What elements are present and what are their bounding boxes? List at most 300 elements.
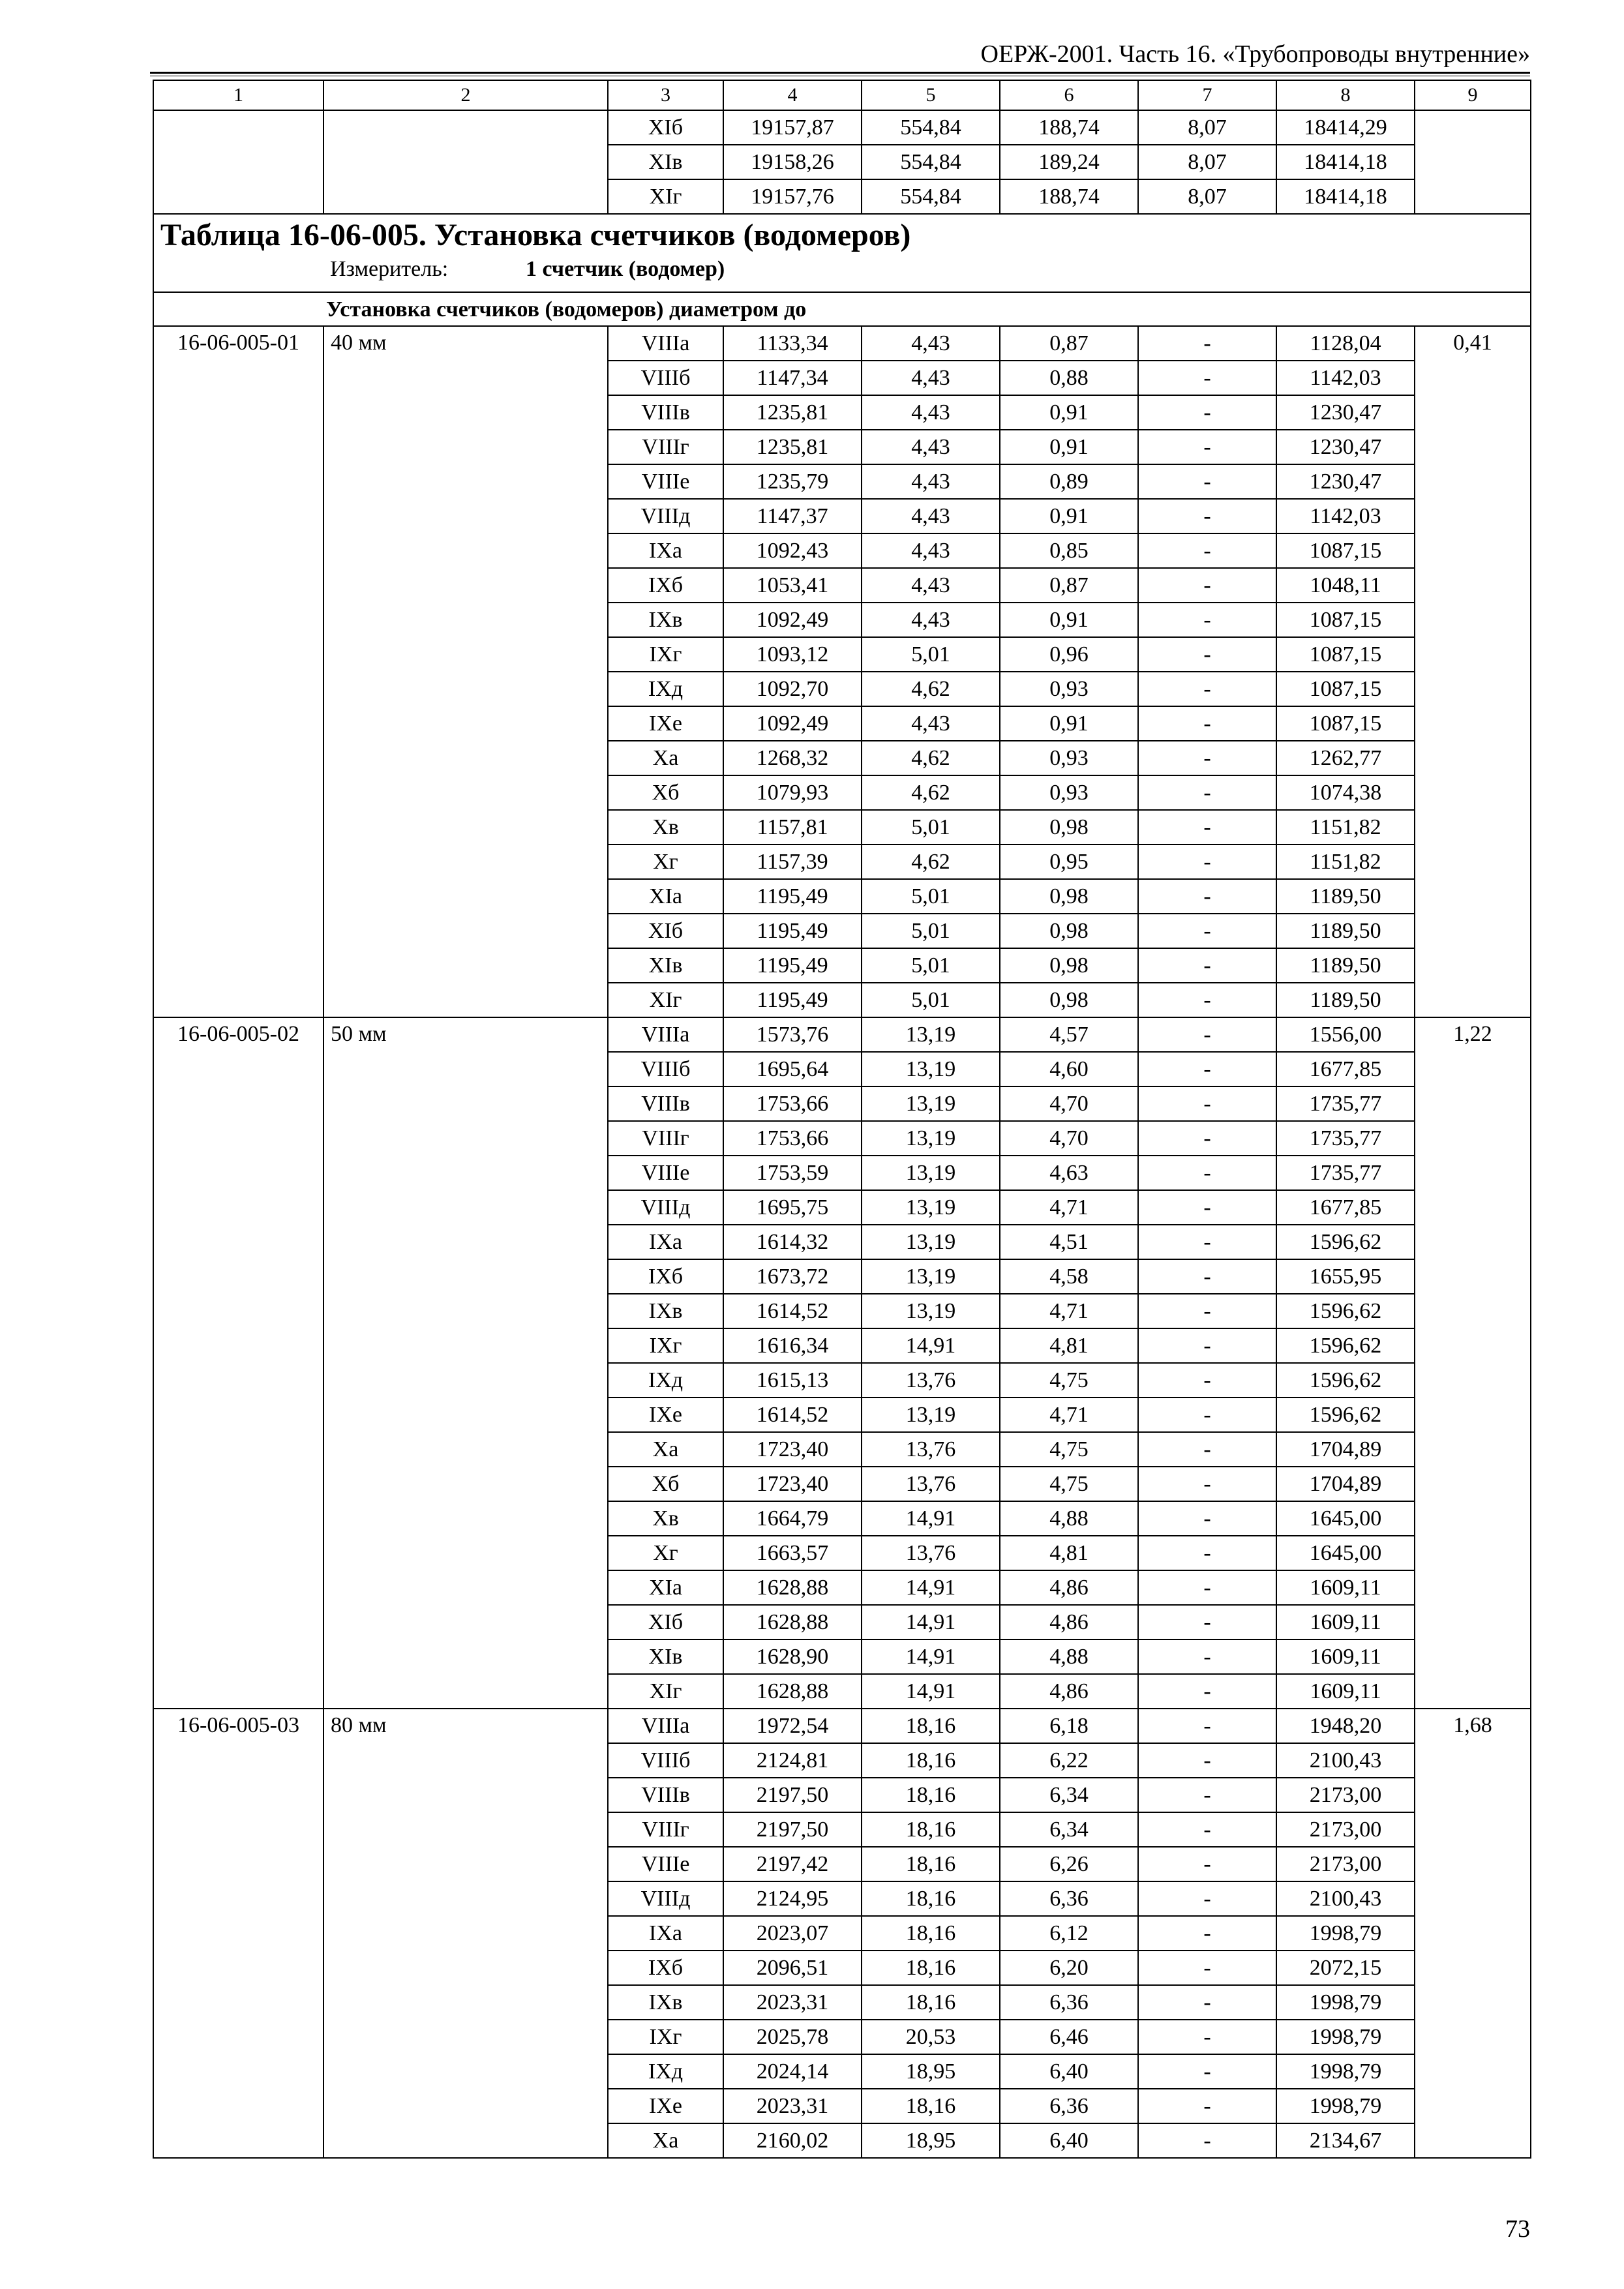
value-cell: 4,60 <box>1000 1052 1138 1086</box>
value-cell: - <box>1138 948 1276 983</box>
region-cell: IXв <box>608 1985 723 2020</box>
value-cell: 4,62 <box>862 672 1000 706</box>
value-cell: - <box>1138 879 1276 914</box>
value-cell: - <box>1138 2089 1276 2123</box>
region-cell: XIб <box>608 914 723 948</box>
value-cell: - <box>1138 1674 1276 1709</box>
value-cell: 0,85 <box>1000 533 1138 568</box>
table-title-cell <box>153 214 1531 292</box>
region-cell: IXб <box>608 1259 723 1294</box>
item-col9: 1,22 <box>1415 1017 1531 1709</box>
value-cell: 5,01 <box>862 810 1000 845</box>
region-cell: IXд <box>608 1363 723 1398</box>
region-cell: VIIIа <box>608 1709 723 1743</box>
value-cell: 4,43 <box>862 568 1000 603</box>
value-cell: 4,43 <box>862 326 1000 361</box>
region-cell: IXг <box>608 2020 723 2054</box>
value-cell: 2024,14 <box>723 2054 862 2089</box>
value-cell: 1230,47 <box>1276 395 1415 430</box>
value-cell: - <box>1138 1951 1276 1985</box>
value-cell: 1151,82 <box>1276 845 1415 879</box>
value-cell: 2096,51 <box>723 1951 862 1985</box>
empty-cell <box>153 110 323 214</box>
value-cell: 1189,50 <box>1276 914 1415 948</box>
value-cell: 20,53 <box>862 2020 1000 2054</box>
value-cell: - <box>1138 1812 1276 1847</box>
region-cell: IXа <box>608 1916 723 1951</box>
table-row <box>153 110 1531 145</box>
region-cell: VIIIе <box>608 464 723 499</box>
value-cell: - <box>1138 741 1276 775</box>
value-cell: 0,91 <box>1000 499 1138 533</box>
value-cell: - <box>1138 1121 1276 1156</box>
region-cell: XIб <box>608 1605 723 1639</box>
value-cell: 13,19 <box>862 1225 1000 1259</box>
value-cell: 0,93 <box>1000 672 1138 706</box>
value-cell: 1092,70 <box>723 672 862 706</box>
measure-label: Измеритель: <box>330 257 449 281</box>
region-cell: IXв <box>608 1294 723 1328</box>
value-cell: - <box>1138 361 1276 395</box>
item-code: 16-06-005-02 <box>153 1017 323 1709</box>
value-cell: 1628,88 <box>723 1674 862 1709</box>
item-col9: 0,41 <box>1415 326 1531 1017</box>
item-diameter: 50 мм <box>323 1017 608 1709</box>
value-cell: 1235,79 <box>723 464 862 499</box>
value-cell: 8,07 <box>1138 110 1276 145</box>
region-cell: VIIIд <box>608 499 723 533</box>
value-cell: - <box>1138 1398 1276 1432</box>
value-cell: - <box>1138 533 1276 568</box>
value-cell: 18,16 <box>862 1881 1000 1916</box>
value-cell: 4,81 <box>1000 1536 1138 1570</box>
value-cell: 1128,04 <box>1276 326 1415 361</box>
value-cell: - <box>1138 1536 1276 1570</box>
region-cell: Xг <box>608 1536 723 1570</box>
value-cell: 6,34 <box>1000 1812 1138 1847</box>
table-row <box>153 326 1531 361</box>
value-cell: 1230,47 <box>1276 464 1415 499</box>
value-cell: 6,18 <box>1000 1709 1138 1743</box>
region-cell: Xб <box>608 1467 723 1501</box>
value-cell: 4,88 <box>1000 1639 1138 1674</box>
region-cell: VIIIб <box>608 1052 723 1086</box>
value-cell: 13,76 <box>862 1467 1000 1501</box>
value-cell: 1151,82 <box>1276 810 1415 845</box>
value-cell: 1695,75 <box>723 1190 862 1225</box>
region-cell: Xв <box>608 810 723 845</box>
table-subtitle-row <box>153 292 1531 326</box>
value-cell: 4,71 <box>1000 1398 1138 1432</box>
region-cell: XIв <box>608 948 723 983</box>
value-cell: 1998,79 <box>1276 2089 1415 2123</box>
value-cell: - <box>1138 1605 1276 1639</box>
region-cell: XIг <box>608 1674 723 1709</box>
value-cell: 19158,26 <box>723 145 862 179</box>
value-cell: 4,86 <box>1000 1605 1138 1639</box>
value-cell: 18414,18 <box>1276 145 1415 179</box>
value-cell: 1092,49 <box>723 603 862 637</box>
value-cell: 14,91 <box>862 1674 1000 1709</box>
value-cell: 1735,77 <box>1276 1121 1415 1156</box>
value-cell: 1157,39 <box>723 845 862 879</box>
value-cell: 1609,11 <box>1276 1570 1415 1605</box>
value-cell: 554,84 <box>862 179 1000 214</box>
col-number: 8 <box>1276 80 1415 110</box>
value-cell: 1695,64 <box>723 1052 862 1086</box>
value-cell: 2100,43 <box>1276 1743 1415 1778</box>
value-cell: 1195,49 <box>723 948 862 983</box>
region-cell: IXг <box>608 1328 723 1363</box>
value-cell: - <box>1138 1639 1276 1674</box>
value-cell: 13,19 <box>862 1398 1000 1432</box>
value-cell: - <box>1138 1052 1276 1086</box>
value-cell: 1655,95 <box>1276 1259 1415 1294</box>
region-cell: VIIIв <box>608 395 723 430</box>
value-cell: 1673,72 <box>723 1259 862 1294</box>
value-cell: 18,16 <box>862 1778 1000 1812</box>
region-cell: VIIIв <box>608 1086 723 1121</box>
value-cell: - <box>1138 464 1276 499</box>
value-cell: 554,84 <box>862 110 1000 145</box>
value-cell: 1628,90 <box>723 1639 862 1674</box>
region-cell: XIа <box>608 1570 723 1605</box>
value-cell: 5,01 <box>862 637 1000 672</box>
value-cell: - <box>1138 1225 1276 1259</box>
value-cell: 5,01 <box>862 879 1000 914</box>
value-cell: 1628,88 <box>723 1570 862 1605</box>
value-cell: 4,43 <box>862 395 1000 430</box>
value-cell: 8,07 <box>1138 145 1276 179</box>
col-number: 3 <box>608 80 723 110</box>
region-cell: IXа <box>608 533 723 568</box>
value-cell: - <box>1138 1086 1276 1121</box>
value-cell: 1092,49 <box>723 706 862 741</box>
value-cell: 0,87 <box>1000 568 1138 603</box>
value-cell: 2025,78 <box>723 2020 862 2054</box>
value-cell: 4,70 <box>1000 1086 1138 1121</box>
value-cell: - <box>1138 637 1276 672</box>
value-cell: - <box>1138 1743 1276 1778</box>
value-cell: 4,43 <box>862 499 1000 533</box>
value-cell: 13,19 <box>862 1017 1000 1052</box>
region-cell: IXв <box>608 603 723 637</box>
value-cell: 2134,67 <box>1276 2123 1415 2158</box>
value-cell: 2160,02 <box>723 2123 862 2158</box>
value-cell: 14,91 <box>862 1501 1000 1536</box>
value-cell: 1189,50 <box>1276 948 1415 983</box>
value-cell: 1087,15 <box>1276 706 1415 741</box>
value-cell: - <box>1138 1778 1276 1812</box>
value-cell: 0,93 <box>1000 775 1138 810</box>
page-number: 73 <box>1505 2215 1530 2243</box>
value-cell: - <box>1138 706 1276 741</box>
value-cell: 0,98 <box>1000 914 1138 948</box>
region-cell: XIг <box>608 983 723 1017</box>
value-cell: 4,63 <box>1000 1156 1138 1190</box>
value-cell: 4,86 <box>1000 1570 1138 1605</box>
item-code: 16-06-005-01 <box>153 326 323 1017</box>
value-cell: 1596,62 <box>1276 1294 1415 1328</box>
value-cell: 2100,43 <box>1276 1881 1415 1916</box>
value-cell: 1614,32 <box>723 1225 862 1259</box>
empty-cell <box>1415 110 1531 214</box>
region-cell: VIIIб <box>608 361 723 395</box>
value-cell: - <box>1138 1467 1276 1501</box>
value-cell: 6,12 <box>1000 1916 1138 1951</box>
value-cell: 1235,81 <box>723 395 862 430</box>
value-cell: 18,16 <box>862 2089 1000 2123</box>
value-cell: - <box>1138 1328 1276 1363</box>
value-cell: 0,93 <box>1000 741 1138 775</box>
value-cell: 1735,77 <box>1276 1156 1415 1190</box>
value-cell: 1723,40 <box>723 1467 862 1501</box>
value-cell: 1596,62 <box>1276 1225 1415 1259</box>
value-cell: 0,98 <box>1000 948 1138 983</box>
value-cell: - <box>1138 430 1276 464</box>
value-cell: - <box>1138 2020 1276 2054</box>
value-cell: 1147,34 <box>723 361 862 395</box>
region-cell: XIб <box>608 110 723 145</box>
value-cell: 13,19 <box>862 1052 1000 1086</box>
value-cell: 0,98 <box>1000 879 1138 914</box>
value-cell: 1645,00 <box>1276 1501 1415 1536</box>
region-cell: VIIIд <box>608 1190 723 1225</box>
value-cell: 1074,38 <box>1276 775 1415 810</box>
value-cell: 1998,79 <box>1276 2020 1415 2054</box>
value-cell: 2072,15 <box>1276 1951 1415 1985</box>
value-cell: 18,95 <box>862 2054 1000 2089</box>
value-cell: - <box>1138 1017 1276 1052</box>
region-cell: VIIIг <box>608 1121 723 1156</box>
value-cell: 13,76 <box>862 1536 1000 1570</box>
value-cell: 2124,81 <box>723 1743 862 1778</box>
value-cell: 1596,62 <box>1276 1328 1415 1363</box>
value-cell: 1142,03 <box>1276 499 1415 533</box>
value-cell: 18,16 <box>862 1985 1000 2020</box>
region-cell: VIIIа <box>608 326 723 361</box>
value-cell: 18,16 <box>862 1812 1000 1847</box>
region-cell: VIIIг <box>608 430 723 464</box>
value-cell: 0,88 <box>1000 361 1138 395</box>
col-number: 4 <box>723 80 862 110</box>
value-cell: 1053,41 <box>723 568 862 603</box>
region-cell: Xг <box>608 845 723 879</box>
value-cell: 4,43 <box>862 464 1000 499</box>
value-cell: 1092,43 <box>723 533 862 568</box>
col-number: 5 <box>862 80 1000 110</box>
value-cell: - <box>1138 1985 1276 2020</box>
running-header: ОЕРЖ-2001. Часть 16. «Трубопроводы внутренние» <box>980 40 1530 68</box>
value-cell: 1753,66 <box>723 1121 862 1156</box>
value-cell: 4,86 <box>1000 1674 1138 1709</box>
value-cell: 14,91 <box>862 1570 1000 1605</box>
value-cell: 1609,11 <box>1276 1639 1415 1674</box>
value-cell: 4,71 <box>1000 1190 1138 1225</box>
region-cell: IXд <box>608 672 723 706</box>
region-cell: VIIIа <box>608 1017 723 1052</box>
value-cell: 1189,50 <box>1276 879 1415 914</box>
value-cell: - <box>1138 983 1276 1017</box>
region-cell: IXе <box>608 1398 723 1432</box>
value-cell: 18,16 <box>862 1847 1000 1881</box>
value-cell: - <box>1138 603 1276 637</box>
value-cell: 0,98 <box>1000 810 1138 845</box>
region-cell: XIа <box>608 879 723 914</box>
value-cell: 19157,76 <box>723 179 862 214</box>
value-cell: 6,36 <box>1000 2089 1138 2123</box>
value-cell: 1195,49 <box>723 914 862 948</box>
col-number: 9 <box>1415 80 1531 110</box>
value-cell: 18,16 <box>862 1951 1000 1985</box>
value-cell: 4,62 <box>862 845 1000 879</box>
value-cell: - <box>1138 672 1276 706</box>
value-cell: - <box>1138 1881 1276 1916</box>
value-cell: 1998,79 <box>1276 1916 1415 1951</box>
value-cell: 4,88 <box>1000 1501 1138 1536</box>
item-code: 16-06-005-03 <box>153 1709 323 2158</box>
value-cell: 6,36 <box>1000 1881 1138 1916</box>
value-cell: 1972,54 <box>723 1709 862 1743</box>
value-cell: 5,01 <box>862 948 1000 983</box>
value-cell: - <box>1138 1259 1276 1294</box>
value-cell: 1093,12 <box>723 637 862 672</box>
value-cell: 2197,50 <box>723 1812 862 1847</box>
value-cell: 1753,66 <box>723 1086 862 1121</box>
value-cell: 1998,79 <box>1276 2054 1415 2089</box>
value-cell: 1616,34 <box>723 1328 862 1363</box>
value-cell: 2023,07 <box>723 1916 862 1951</box>
value-cell: 1195,49 <box>723 983 862 1017</box>
value-cell: 13,19 <box>862 1190 1000 1225</box>
value-cell: 1556,00 <box>1276 1017 1415 1052</box>
col-number: 2 <box>323 80 608 110</box>
value-cell: 14,91 <box>862 1328 1000 1363</box>
value-cell: 4,75 <box>1000 1363 1138 1398</box>
value-cell: 13,19 <box>862 1121 1000 1156</box>
value-cell: 1262,77 <box>1276 741 1415 775</box>
header-rule <box>150 72 1530 74</box>
table-row <box>153 1017 1531 1052</box>
value-cell: 4,70 <box>1000 1121 1138 1156</box>
region-cell: VIIIг <box>608 1812 723 1847</box>
value-cell: 1645,00 <box>1276 1536 1415 1570</box>
value-cell: 13,76 <box>862 1363 1000 1398</box>
value-cell: 4,43 <box>862 430 1000 464</box>
value-cell: 4,51 <box>1000 1225 1138 1259</box>
value-cell: - <box>1138 1363 1276 1398</box>
value-cell: 1189,50 <box>1276 983 1415 1017</box>
price-table <box>153 80 1531 2159</box>
region-cell: IXд <box>608 2054 723 2089</box>
value-cell: - <box>1138 1570 1276 1605</box>
measure-value: 1 счетчик (водомер) <box>526 257 725 281</box>
empty-cell <box>323 110 608 214</box>
region-cell: XIг <box>608 179 723 214</box>
value-cell: 4,43 <box>862 533 1000 568</box>
value-cell: 1087,15 <box>1276 637 1415 672</box>
value-cell: - <box>1138 1501 1276 1536</box>
value-cell: 1614,52 <box>723 1398 862 1432</box>
value-cell: 1677,85 <box>1276 1190 1415 1225</box>
value-cell: 6,26 <box>1000 1847 1138 1881</box>
value-cell: 0,91 <box>1000 603 1138 637</box>
value-cell: 2173,00 <box>1276 1812 1415 1847</box>
value-cell: 1998,79 <box>1276 1985 1415 2020</box>
value-cell: 6,34 <box>1000 1778 1138 1812</box>
value-cell: 1614,52 <box>723 1294 862 1328</box>
value-cell: 1195,49 <box>723 879 862 914</box>
value-cell: 8,07 <box>1138 179 1276 214</box>
value-cell: 6,46 <box>1000 2020 1138 2054</box>
value-cell: 554,84 <box>862 145 1000 179</box>
value-cell: 0,95 <box>1000 845 1138 879</box>
region-cell: IXб <box>608 568 723 603</box>
value-cell: 6,20 <box>1000 1951 1138 1985</box>
value-cell: 1735,77 <box>1276 1086 1415 1121</box>
value-cell: 1087,15 <box>1276 672 1415 706</box>
value-cell: 1704,89 <box>1276 1467 1415 1501</box>
value-cell: 18414,18 <box>1276 179 1415 214</box>
region-cell: VIIIе <box>608 1847 723 1881</box>
value-cell: 18,95 <box>862 2123 1000 2158</box>
value-cell: 4,71 <box>1000 1294 1138 1328</box>
value-cell: 13,76 <box>862 1432 1000 1467</box>
value-cell: 1573,76 <box>723 1017 862 1052</box>
region-cell: VIIIе <box>608 1156 723 1190</box>
value-cell: 4,62 <box>862 775 1000 810</box>
value-cell: 1948,20 <box>1276 1709 1415 1743</box>
value-cell: - <box>1138 810 1276 845</box>
region-cell: IXг <box>608 637 723 672</box>
col-number: 7 <box>1138 80 1276 110</box>
value-cell: 4,75 <box>1000 1467 1138 1501</box>
item-diameter: 40 мм <box>323 326 608 1017</box>
value-cell: 2173,00 <box>1276 1778 1415 1812</box>
region-cell: Xа <box>608 741 723 775</box>
value-cell: 0,91 <box>1000 430 1138 464</box>
table-subtitle: Установка счетчиков (водомеров) диаметром до <box>153 292 1531 326</box>
value-cell: 5,01 <box>862 914 1000 948</box>
value-cell: 13,19 <box>862 1156 1000 1190</box>
value-cell: 1048,11 <box>1276 568 1415 603</box>
region-cell: IXб <box>608 1951 723 1985</box>
value-cell: 1596,62 <box>1276 1398 1415 1432</box>
value-cell: 1704,89 <box>1276 1432 1415 1467</box>
value-cell: 18414,29 <box>1276 110 1415 145</box>
value-cell: 4,57 <box>1000 1017 1138 1052</box>
col-number: 6 <box>1000 80 1138 110</box>
value-cell: - <box>1138 775 1276 810</box>
region-cell: Xа <box>608 2123 723 2158</box>
value-cell: 1079,93 <box>723 775 862 810</box>
table-container <box>153 80 1530 2159</box>
region-cell: XIв <box>608 145 723 179</box>
item-col9: 1,68 <box>1415 1709 1531 2158</box>
item-diameter: 80 мм <box>323 1709 608 2158</box>
value-cell: 1753,59 <box>723 1156 862 1190</box>
value-cell: 13,19 <box>862 1259 1000 1294</box>
value-cell: 6,40 <box>1000 2054 1138 2089</box>
measure-line <box>160 255 1524 284</box>
table-title-row <box>153 214 1531 292</box>
value-cell: 1087,15 <box>1276 603 1415 637</box>
value-cell: 13,19 <box>862 1294 1000 1328</box>
region-cell: XIв <box>608 1639 723 1674</box>
value-cell: 1723,40 <box>723 1432 862 1467</box>
region-cell: IXе <box>608 706 723 741</box>
value-cell: 2023,31 <box>723 2089 862 2123</box>
